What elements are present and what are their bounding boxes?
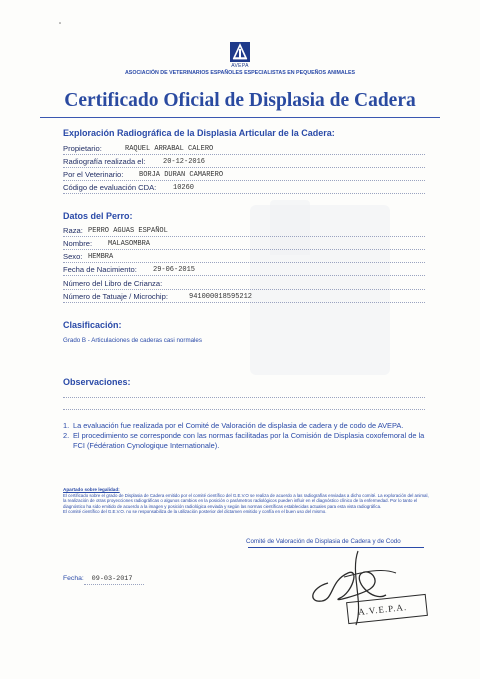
date-field [63, 575, 132, 583]
grade-description: - Articulaciones de caderas casi normales [86, 337, 202, 344]
association-name: ASOCIACIÓN DE VETERINARIOS ESPAÑOLES ESPECIALISTAS EN PEQUEÑOS ANIMALES [124, 70, 356, 76]
xray-date-label: Radiografía realizada el: [63, 157, 146, 166]
exploration-heading: Exploración Radiográfica de la Displasia Articular de la Cadera: [63, 128, 335, 138]
avepa-logo-icon [230, 42, 250, 62]
breed-row [63, 226, 425, 237]
date-label: Fecha: [63, 575, 84, 582]
classification-heading: Clasificación: [63, 320, 122, 330]
dog-name-label: Nombre: [63, 239, 93, 248]
legal-paragraph: El certificado sobre el grado de Displasia de Cadera emitido por el comité científico del G.E.V.O se realiza de acuerdo a las radiografías enviadas a dicho comité. La exploración del animal, la realización de otras proyecciones radiográficas o algunos cambios en la posición o parámetros radiológicos pueden influir en el diagnóstico clínico de la enfermedad. Por lo tanto el diagnóstico ha sido emitido de acuerdo a la imagen y posición radiológica enviada y según las normas científicas establecidas actuales para esta vista radiográfica. [63, 493, 429, 509]
scan-speck [58, 12, 62, 16]
chip-label: Número de Tatuaje / Microchip: [63, 292, 168, 301]
dog-name-value: MALASOMBRA [108, 240, 151, 248]
birth-label: Fecha de Nacimiento: [63, 265, 137, 274]
owner-row [63, 144, 425, 155]
classification-grade [63, 337, 202, 344]
note-number: 2. [63, 431, 70, 440]
legal-paragraph: El comité científico del G.E.V.O. no se responsabiliza de la utilización posterior del dictamen emitido y confía en el buen uso del mismo. [63, 509, 327, 515]
breed-value: PERRO AGUAS ESPAÑOL [88, 227, 168, 235]
note-text: El procedimiento se corresponde con las normas facilitadas por la Comisión de Displasia coxofemoral de la FCI (Fédération Cynologique Internationale). [73, 431, 425, 450]
note-item [63, 431, 433, 451]
grade-value: Grado B [63, 337, 87, 344]
observations-line [63, 397, 425, 398]
owner-label: Propietario: [63, 144, 102, 153]
notes-list [63, 421, 433, 451]
observations-line [63, 409, 425, 410]
legal-heading: Apartado sobre legalidad: [63, 487, 120, 492]
birth-value: 29-06-2015 [153, 266, 196, 274]
dog-heading: Datos del Perro: [63, 211, 133, 221]
cda-row [63, 183, 425, 194]
observations-heading: Observaciones: [63, 377, 131, 387]
xray-date-row [63, 157, 425, 168]
book-label: Número del Libro de Crianza: [63, 279, 163, 288]
birth-row [63, 265, 425, 276]
committee-name: Comité de Valoración de Displasia de Cadera y de Codo [246, 538, 401, 545]
chip-value: 941000018595212 [189, 293, 253, 301]
title-underline [40, 117, 440, 118]
vet-value: BORJA DURAN CAMARERO [139, 171, 224, 179]
sex-row [63, 252, 425, 263]
sex-value: HEMBRA [88, 253, 114, 261]
legal-text [63, 493, 433, 515]
note-number: 1. [63, 421, 70, 430]
breed-label: Raza: [63, 226, 83, 235]
owner-value: RAQUEL ARRABAL CALERO [125, 145, 214, 153]
cda-label: Código de evaluación CDA: [63, 183, 157, 192]
book-row [63, 279, 425, 290]
xray-date-value: 20-12-2016 [163, 158, 206, 166]
note-item [63, 421, 433, 431]
logo-text: AVEPA [231, 63, 249, 69]
date-value: 09-03-2017 [91, 575, 133, 583]
cda-value: 10260 [173, 184, 195, 192]
vet-label: Por el Veterinario: [63, 170, 124, 179]
chip-row [63, 292, 425, 303]
sex-label: Sexo: [63, 252, 83, 261]
certificate-title: Certificado Oficial de Displasia de Cadera [64, 90, 416, 111]
stamp-text: A.V.E.P.A. [357, 601, 408, 618]
vet-row [63, 170, 425, 181]
dog-name-row [63, 239, 425, 250]
note-text: La evaluación fue realizada por el Comité de Valoración de displasia de cadera y de codo de AVEPA. [73, 421, 404, 430]
date-underline [84, 584, 144, 585]
